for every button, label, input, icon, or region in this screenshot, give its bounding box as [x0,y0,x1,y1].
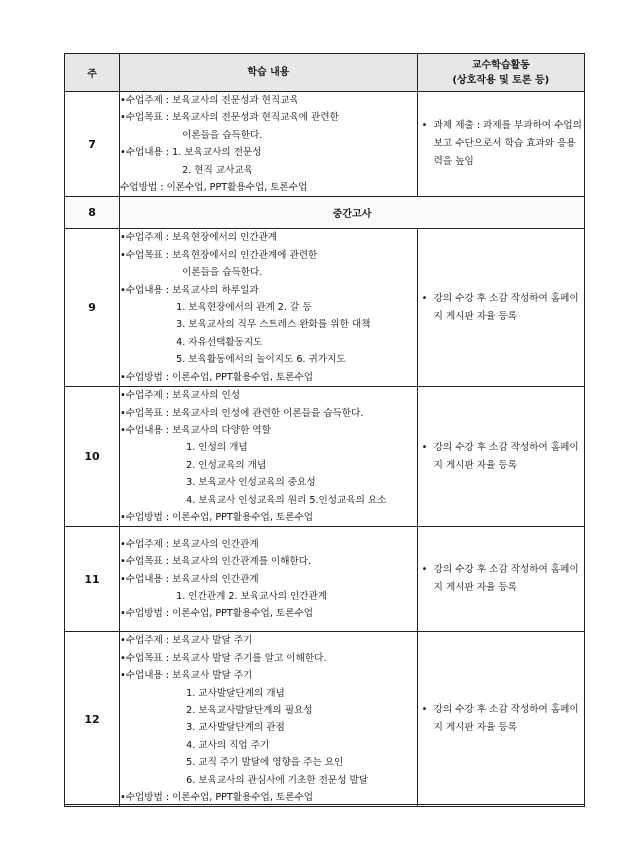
lesson-method: 수업방법 : 이론수업, PPT활용수업, 토론수업 [120,182,308,194]
lesson-topic: •수업주제 : 보육현장에서의 인간관계 [120,232,278,244]
lesson-detail: •수업내용 : 보육교사의 다양한 역할 [120,424,271,436]
lesson-detail-item: 3. 보육교사 인성교육의 중요성 [186,477,316,489]
activity-header [417,54,584,92]
activity-cell [417,387,584,527]
lesson-detail: •수업내용 : 보육교사 발달 주기 [120,670,253,682]
week-number: 12 [65,632,120,807]
lesson-content [120,527,418,632]
week-number: 11 [65,527,120,632]
lesson-goal: •수업목표 : 보육교사의 인성에 관련한 이론들을 습득한다. [120,407,364,419]
week-number: 8 [65,197,120,229]
activity-header-line1: 교수학습활동 [471,59,530,71]
lesson-detail-item: 3. 교사발달단계의 관점 [186,722,285,734]
lesson-topic: •수업주제 : 보육교사의 전문성과 현직교육 [120,95,299,106]
lesson-goal-cont: 이론들을 습득한다. [182,129,263,141]
activity-cell [417,527,584,632]
activity-text: 강의 수강 후 소감 작성하여 홈페이지 게시판 자율 등록 [433,292,579,322]
lesson-detail-item: 1. 인성의 개념 [186,442,248,454]
bullet-icon: • [421,441,428,453]
lesson-method: •수업방법 : 이론수업, PPT활용수업, 토론수업 [120,608,313,620]
activity-text: 강의 수강 후 소감 작성하여 홈페이지 게시판 자율 등록 [433,704,579,734]
lesson-content [120,632,418,807]
lesson-topic: •수업주제 : 보육교사의 인성 [120,390,241,402]
lesson-goal: •수업목표 : 보육교사의 전문성과 현직교육에 관련한 [120,112,339,124]
midterm-row [65,197,585,229]
lesson-detail-item: 1. 인간관계 2. 보육교사의 인간관계 [176,591,328,603]
activity-text: 강의 수강 후 소감 작성하여 홈페이지 게시판 자율 등록 [433,441,579,471]
bullet-icon: • [421,120,428,132]
lesson-detail-item: 3. 보육교사의 직무 스트레스 완화를 위한 대책 [176,319,371,331]
table-header-row [65,54,585,92]
table-row [65,229,585,387]
lesson-content [120,229,418,387]
lesson-detail: •수업내용 : 보육교사의 하루일과 [120,284,259,296]
table-row [65,92,585,197]
lesson-detail-item: 4. 교사의 직업 주기 [186,739,270,751]
lesson-detail-item: 5. 교직 주기 발달에 영향을 주는 요인 [186,757,344,769]
activity-text: 과제 제출 : 과제를 부과하여 수업의 보고 수단으로서 학습 효과와 응용력을 높임 [433,120,582,168]
bullet-icon: • [421,564,428,576]
activity-header-line2: (상호작용 및 토론 등) [452,74,550,86]
lesson-method: •수업방법 : 이론수업, PPT활용수업, 토론수업 [120,792,313,803]
table-row [65,632,585,807]
lesson-detail-item: 5. 보육활동에서의 놀이지도 6. 귀가지도 [176,354,346,366]
lesson-content [120,92,418,197]
table-row [65,387,585,527]
lesson-detail-item: 2. 현직 교사교육 [182,164,253,176]
lesson-method: •수업방법 : 이론수업, PPT활용수업, 토론수업 [120,371,313,383]
bullet-icon: • [421,704,428,716]
lesson-topic: •수업주제 : 보육교사 발달 주기 [120,635,253,647]
week-number: 10 [65,387,120,527]
lesson-topic: •수업주제 : 보육교사의 인간관계 [120,538,259,550]
lesson-detail-item: 6. 보육교사의 관심사에 기초한 전문성 발달 [186,774,369,786]
lesson-detail: •수업내용 : 1. 보육교사의 전문성 [120,147,262,159]
content-header: 학습 내용 [120,54,418,92]
table-row [65,527,585,632]
activity-cell [417,92,584,197]
activity-text: 강의 수강 후 소감 작성하여 홈페이지 게시판 자율 등록 [433,564,579,594]
week-number: 9 [65,229,120,387]
activity-cell [417,229,584,387]
week-header: 주 [65,54,120,92]
lesson-content [120,387,418,527]
activity-cell [417,632,584,807]
week-number: 7 [65,92,120,197]
lesson-detail-item: 1. 교사발달단계의 개념 [186,687,285,699]
lesson-detail: •수업내용 : 보육교사의 인간관계 [120,573,259,585]
lesson-detail-item: 2. 보육교사발달단계의 필요성 [186,704,313,716]
lesson-goal: •수업목표 : 보육교사 발달 주기를 알고 이해한다. [120,652,327,664]
syllabus-table [64,53,585,807]
lesson-detail-item: 4. 보육교사 인성교육의 원리 5.인성교육의 요소 [186,494,387,506]
bullet-icon: • [421,292,428,304]
lesson-goal: •수업목표 : 보육교사의 인간관계를 이해한다. [120,556,312,568]
lesson-detail-item: 1. 보육현장에서의 관계 2. 갈 등 [176,302,312,314]
lesson-detail-item: 4. 자유선택활동지도 [176,336,263,348]
footer-divider [64,804,585,805]
lesson-detail-item: 2. 인성교육의 개념 [186,459,267,471]
lesson-goal: •수업목표 : 보육현장에서의 인간관계에 관련한 [120,249,318,261]
lesson-method: •수업방법 : 이론수업, PPT활용수업, 토론수업 [120,511,313,523]
lesson-goal-cont: 이론들을 습득한다. [182,267,263,279]
midterm-title: 중간고사 [120,197,585,229]
